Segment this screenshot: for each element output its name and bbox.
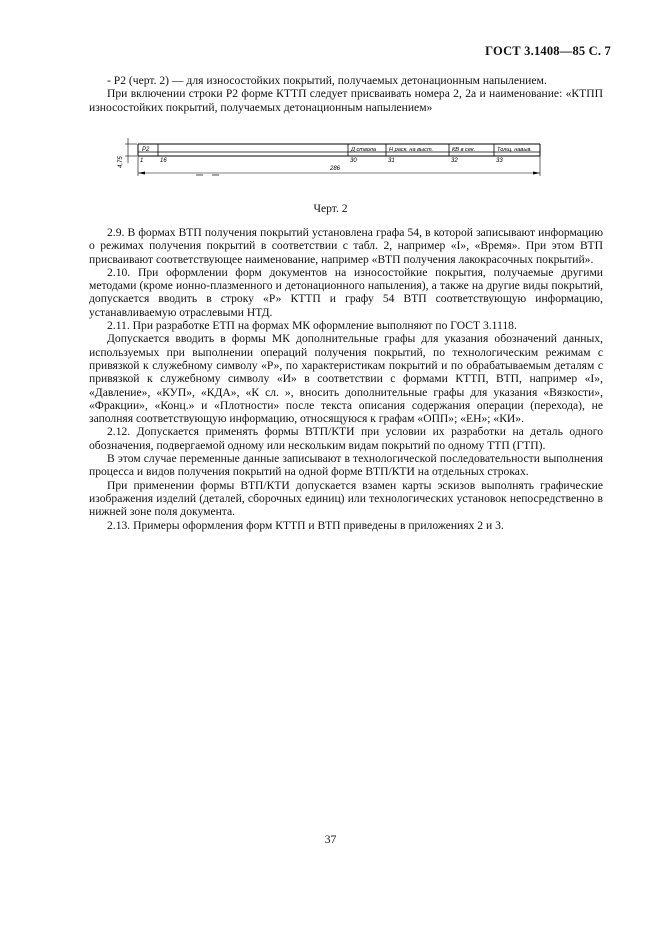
- dimension-arrow: [138, 172, 145, 175]
- position-number: 16: [160, 158, 167, 164]
- paragraph: В этом случае переменные данные записывают в технологической последовательности выполнения процесса и видов получения покрытий на одной форме ВТП/КТИ на отдельных строках.: [89, 452, 603, 479]
- paragraph: При применении формы ВТП/КТИ допускается взамен карты эскизов выполнять графические изображения изделий (деталей, сборочных единиц) или технологических установок непосредственно в нижней зоне поля документа.: [89, 478, 603, 519]
- column-label: Н раск. на выст.: [389, 147, 434, 153]
- row-label: Р2: [142, 147, 150, 153]
- paragraph: 2.10. При оформлении форм документов на износостойкие покрытия, получаемые другими методами (кроме ионно-плазменного и детонационного напыления), а также на другие виды покрытий, допускается вводить в строку «Р» КТТП и графу 54 ВТП соответствующую информацию, устанавливаемую отраслевыми НТД.: [89, 265, 603, 319]
- page-header: ГОСТ 3.1408—85 С. 7: [485, 44, 611, 58]
- paragraph: 2.9. В формах ВТП получения покрытий установлена графа 54, в которой записывают информацию о режимах получения покрытий в соответствии с табл. 2, например «I», «Время». При этом ВТП присваивают соответствующее наименование, например «ВТП получения лакокрасочных покрытий».: [89, 226, 603, 266]
- column-label: Д ствола: [351, 147, 376, 153]
- position-number: 30: [350, 158, 357, 164]
- paragraph: Допускается вводить в формы МК дополнительные графы для указания обозначений данных, используемых при выполнении операций получения покрытий, по технологическим режимам с привязкой к служебному символу «Р», по характеристикам покрытий и по обрабатываемым деталям с привязкой к служебному символу «И» в соответствии с формами КТТП, ВТП, например «I», «Давление», «КУП», «КДА», «К сл. », вносить дополнительные графы для указания «Вязкости», «Фракции», «Конц.» и «Плотности» после текста описания содержания операции (перехода), не заполняя соответствующую информацию, относящуюся к графам «ОПП»; «ЕН»; «КИ».: [89, 332, 603, 426]
- figure-drawing: [108, 132, 548, 187]
- dimension-arrow: [533, 172, 540, 175]
- height-dimension: 4,75: [118, 156, 124, 168]
- intro-text: [89, 74, 603, 114]
- paragraph: 2.13. Примеры оформления форм КТТП и ВТП приведены в приложениях 2 и 3.: [107, 518, 504, 532]
- width-dimension: 286: [330, 166, 341, 172]
- position-number: 1: [140, 158, 144, 164]
- paragraph: 2.12. Допускается применять формы ВТП/КТИ при условии их разработки на деталь одного обозначения, подвергаемой одному или нескольким видам покрытий по одному ТТП (ГТП).: [89, 425, 603, 452]
- figure-2: [108, 132, 548, 187]
- figure-caption: Черт. 2: [313, 202, 348, 215]
- body-text: [89, 226, 603, 532]
- paragraph: 2.11. При разработке ЕТП на формах МК оформление выполняют по ГОСТ 3.1118.: [107, 319, 517, 333]
- intro-paragraph: При включении строки Р2 форме КТТП следует присваивать номера 2, 2а и наименование: «КТПП износостойких покрытий, получаемых детонационным напылением»: [89, 87, 603, 114]
- position-number: 32: [451, 158, 458, 164]
- page-number: 37: [324, 833, 337, 846]
- column-label: Толщ. навыв.: [497, 147, 532, 153]
- intro-paragraph: - Р2 (черт. 2) — для износостойких покрытий, получаемых детонационным напылением.: [107, 74, 547, 87]
- position-number: 31: [388, 158, 395, 164]
- column-label: КВ в сек.: [452, 147, 476, 153]
- position-number: 33: [496, 158, 503, 164]
